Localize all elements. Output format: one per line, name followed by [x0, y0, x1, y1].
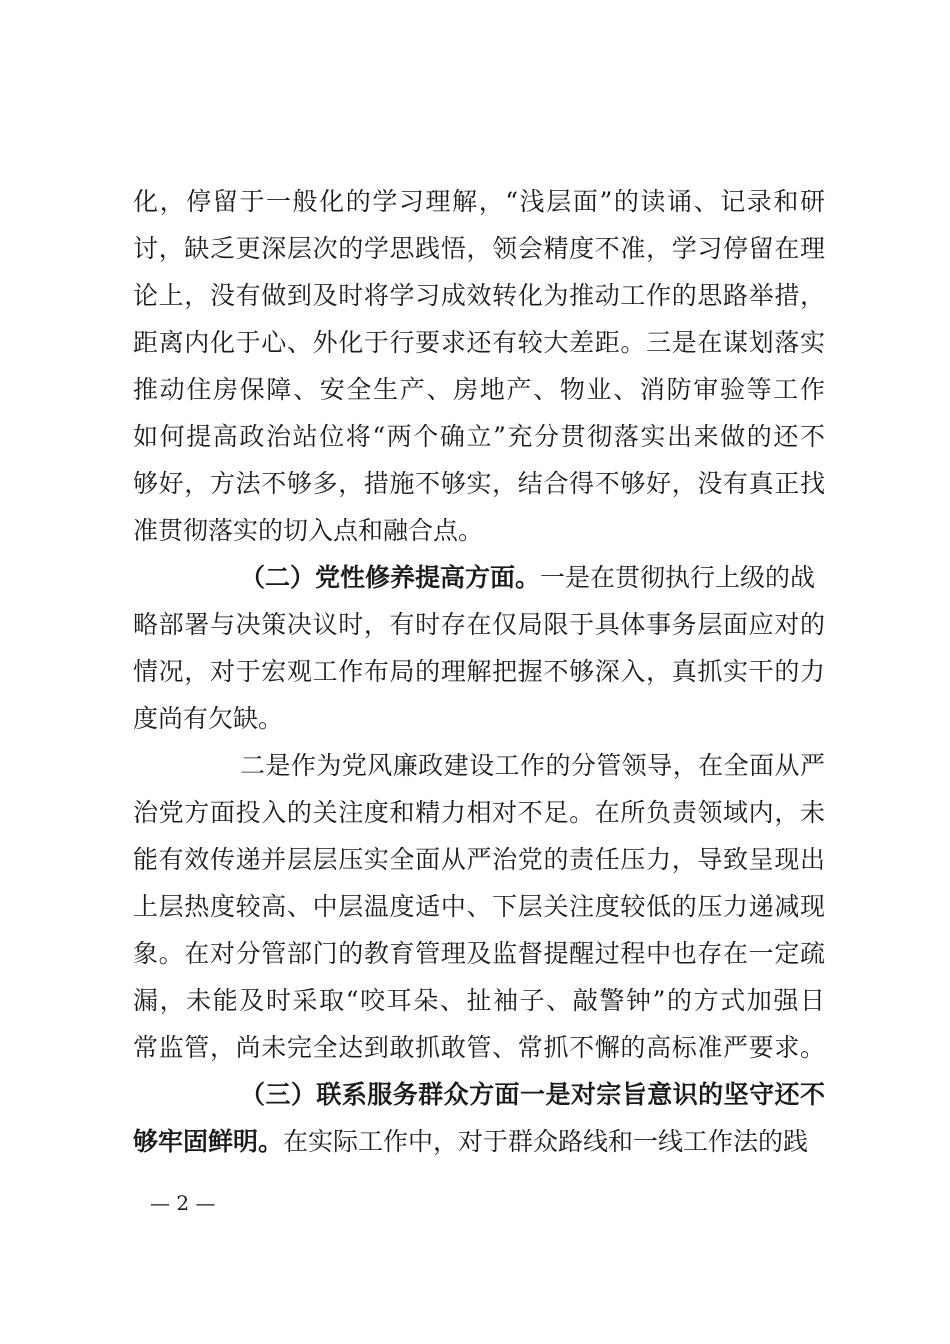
text-line-heading — [240, 558, 815, 598]
text-line: 如何提高政治站位将“两个确立”充分贯彻落实出来做的还不 — [133, 422, 825, 451]
text-line: 能有效传递并层层压实全面从严治党的责任压力，导致呈现出 — [133, 845, 825, 874]
text-line: 距离内化于心、外化于行要求还有较大差距。三是在谋划落实 — [133, 328, 825, 357]
text-line: 二是作为党风廉政建设工作的分管领导，在全面从严 — [240, 751, 825, 780]
section-heading-2: （二）党性修养提高方面。 — [240, 563, 541, 592]
text-line: 推动住房保障、安全生产、房地产、物业、消防审验等工作 — [133, 375, 825, 404]
section-heading-3: （三）联系服务群众方面一是对宗旨意识的坚守还不 — [240, 1080, 825, 1109]
text-line: 讨，缺乏更深层次的学思践悟，领会精度不准，学习停留在理 — [133, 234, 825, 263]
text-line: 象。在对分管部门的教育管理及监督提醒过程中也存在一定疏 — [133, 939, 825, 968]
text-line: 常监管，尚未完全达到敢抓敢管、常抓不懈的高标准严要求。 — [133, 1033, 825, 1062]
text-line: 论上，没有做到及时将学习成效转化为推动工作的思路举措， — [133, 281, 825, 310]
text-run: 一是在贯彻执行上级的战 — [540, 563, 816, 592]
text-line: 准贯彻落实的切入点和融合点。 — [133, 516, 484, 545]
text-line: 化，停留于一般化的学习理解，“浅层面”的读诵、记录和研 — [133, 187, 825, 216]
text-line-heading — [133, 1122, 808, 1162]
text-line: 度尚有欠缺。 — [133, 704, 284, 733]
text-line: 略部署与决策决议时，有时存在仅局限于具体事务层面应对的 — [133, 610, 825, 639]
text-line: 够好，方法不够多，措施不够实，结合得不够好，没有真正找 — [133, 469, 825, 498]
text-run-bold: 够牢固鲜明。 — [133, 1127, 284, 1156]
text-line: 治党方面投入的关注度和精力相对不足。在所负责领域内，未 — [133, 798, 825, 827]
text-line: 上层热度较高、中层温度适中、下层关注度较低的压力递减现 — [133, 892, 825, 921]
page-number: — 2 — — [150, 1191, 216, 1215]
text-line: 情况，对于宏观工作布局的理解把握不够深入，真抓实干的力 — [133, 657, 825, 686]
text-line: 漏，未能及时采取“咬耳朵、扯袖子、敲警钟”的方式加强日 — [133, 986, 825, 1015]
text-run: 在实际工作中，对于群众路线和一线工作法的践 — [283, 1127, 809, 1156]
